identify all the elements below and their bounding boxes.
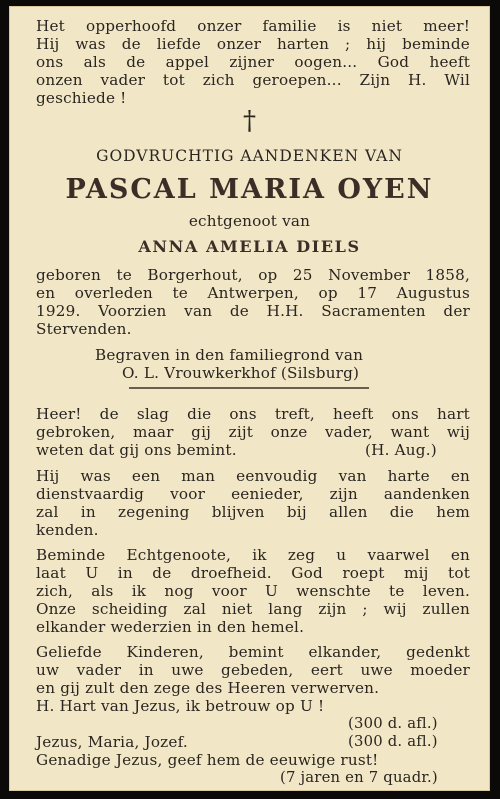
burial-line-2: O. L. Vrouwkerkhof (Silsburg)	[122, 364, 360, 382]
burial-line-1: Begraven in den familiegrond van	[95, 346, 364, 364]
p2-line-4: kenden.	[36, 521, 99, 539]
p3-line-3: zich, als ik nog voor U wenschte te leven.	[36, 582, 470, 600]
p3-line-2: laat U in de droefheid. God roept mij tot	[36, 564, 470, 582]
intro-line-2: Hij was de liefde onzer harten ; hij beminde	[36, 35, 470, 53]
deceased-name: PASCAL MARIA OYEN	[65, 174, 434, 205]
p4-line-3: en gij zult den zege des Heeren verwerven.	[36, 679, 380, 697]
p2-line-3: zal in zegening blijven bij allen die hem	[36, 503, 470, 521]
bio-line-1: geboren te Borgerhout, op 25 November 1858,	[36, 266, 470, 284]
bio-line-2: en overleden te Antwerpen, op 17 Augustus	[36, 284, 470, 302]
p4-line-1: Geliefde Kinderen, bemint elkander, gedenkt	[36, 643, 470, 661]
intro-line-5: geschiede !	[36, 89, 127, 107]
bio-line-4: Stervenden.	[36, 320, 132, 338]
p1-line-2: gebroken, maar gij zijt onze vader, want wij	[36, 423, 470, 441]
p2-line-2: dienstvaardig voor eenieder, zijn aandenken	[36, 485, 470, 503]
spouse-name: ANNA AMELIA DIELS	[138, 237, 361, 256]
indulgence-1: (300 d. afl.)	[348, 715, 438, 732]
p2-line-1: Hij was een man eenvoudig van harte en	[36, 467, 470, 485]
spouse-intro: echtgenoot van	[188, 212, 311, 230]
prayer-3: Genadige Jezus, geef hem de eeuwige rust!	[36, 751, 379, 769]
prayer-2: Jezus, Maria, Jozef.	[36, 733, 188, 751]
intro-line-1: Het opperhoofd onzer familie is niet meer!	[36, 17, 470, 35]
intro-line-4: onzen vader tot zich geroepen... Zijn H. Wil	[36, 71, 470, 89]
prayer-1: H. Hart van Jezus, ik betrouw op U !	[36, 697, 325, 715]
memorial-heading: GODVRUCHTIG AANDENKEN VAN	[96, 147, 403, 165]
cross-icon: †	[243, 106, 256, 136]
p3-line-4: Onze scheiding zal niet lang zijn ; wij zullen	[36, 600, 470, 618]
p1-reference: (H. Aug.)	[365, 441, 437, 459]
p1-line-1: Heer! de slag die ons treft, heeft ons hart	[36, 405, 470, 423]
p4-line-2: uw vader in uwe gebeden, eert uwe moeder	[36, 661, 470, 679]
intro-line-3: ons als de appel zijner oogen... God heeft	[36, 53, 470, 71]
memorial-card	[9, 6, 490, 791]
p1-line-3: weten dat gij ons bemint.	[36, 441, 237, 459]
indulgence-3: (7 jaren en 7 quadr.)	[280, 769, 438, 786]
divider	[129, 387, 369, 389]
indulgence-2: (300 d. afl.)	[348, 733, 438, 750]
p3-line-5: elkander wederzien in den hemel.	[36, 618, 305, 636]
bio-line-3: 1929. Voorzien van de H.H. Sacramenten der	[36, 302, 470, 320]
p3-line-1: Beminde Echtgenoote, ik zeg u vaarwel en	[36, 546, 470, 564]
